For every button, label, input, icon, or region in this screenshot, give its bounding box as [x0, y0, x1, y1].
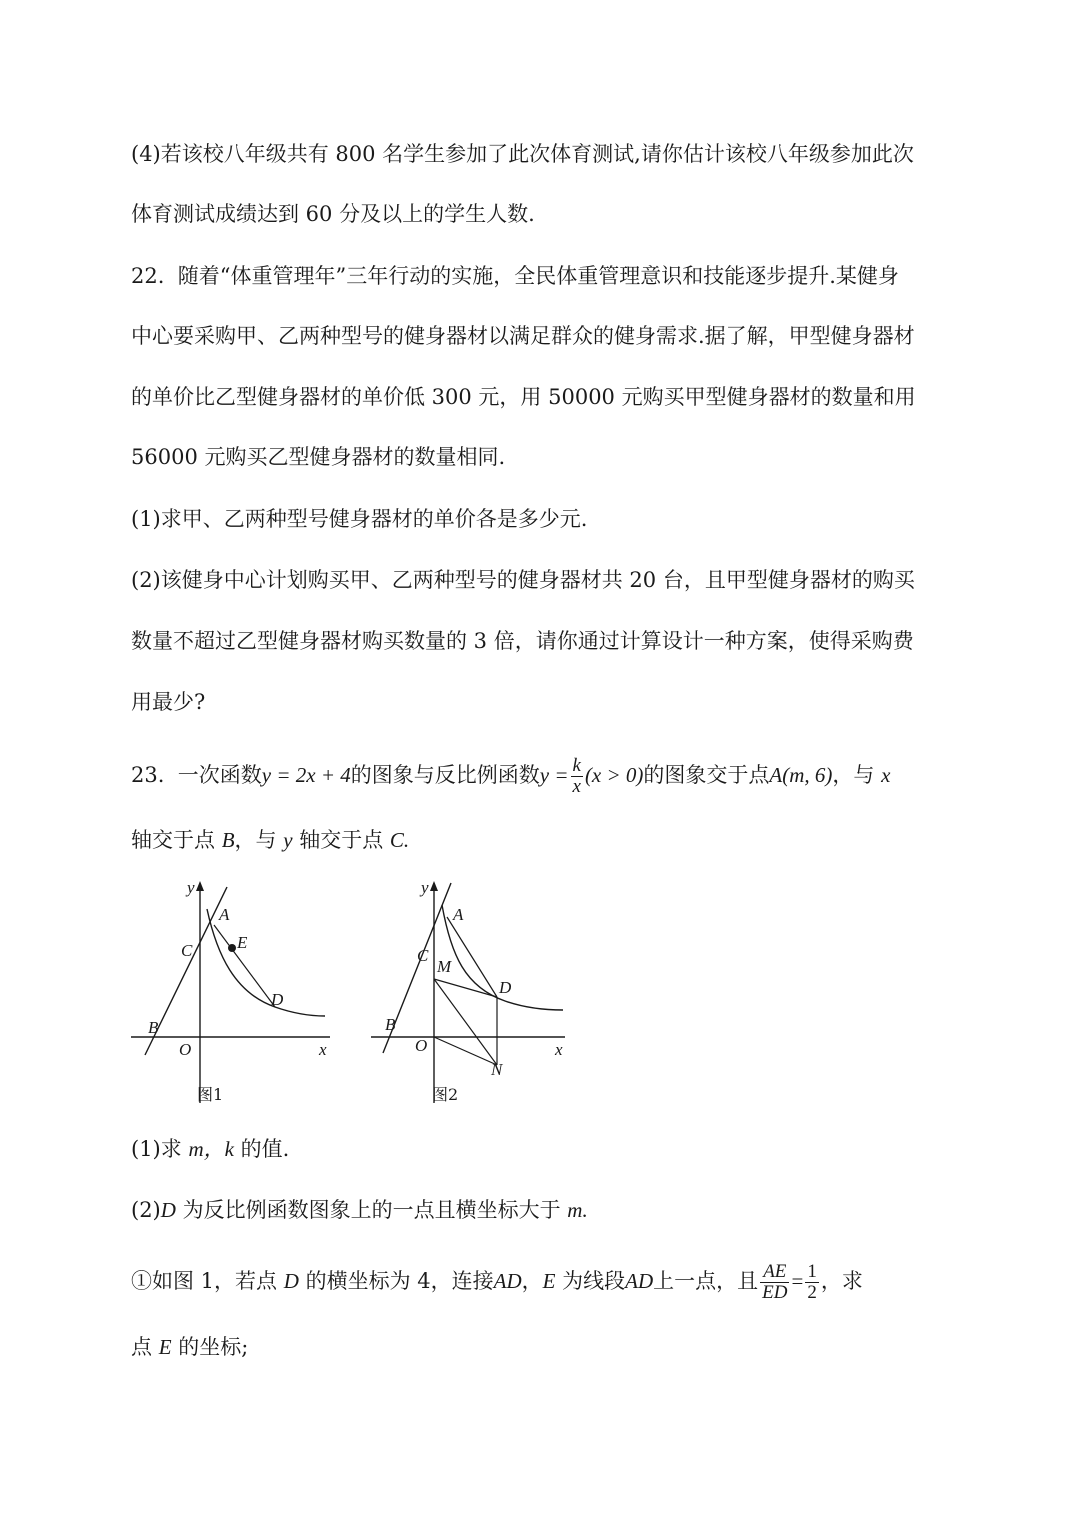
segment-on [434, 1037, 497, 1065]
k-over-x-fraction: $\frac{k}{x}$ [572, 755, 581, 797]
fig1-label-o: O [179, 1040, 192, 1059]
q23-number: 23. [131, 763, 165, 787]
q22-part2-line1: (2)该健身中心计划购买甲、乙两种型号的健身器材共 20 台，且甲型健身器材的购买 [131, 568, 915, 592]
fig2-label-c: C [417, 946, 429, 965]
fig2-label-a: A [453, 905, 464, 924]
fig2-caption: 图2 [432, 1085, 459, 1104]
fig2-label-b: B [385, 1015, 396, 1034]
fig2-label-x: x [555, 1040, 563, 1059]
hyperbola-curve [207, 909, 325, 1016]
q22-line1: 22. 随着“体重管理年”三年行动的实施，全民体重管理意识和技能逐步提升.某健身 [131, 264, 899, 288]
y-axis-arrow [196, 881, 204, 891]
y-axis-arrow [430, 881, 438, 891]
fig2-label-d: D [499, 978, 512, 997]
fig1-label-a: A [219, 905, 230, 924]
point-a: A(m, 6) [769, 763, 833, 787]
fig2-label-o: O [415, 1036, 428, 1055]
point-e-dot [228, 944, 236, 952]
fig1-label-e: E [237, 933, 248, 952]
fig1-label-b: B [148, 1018, 159, 1037]
ae-ed-fraction: $\frac{AE}{ED}$ [762, 1261, 788, 1303]
fig2-label-y: y [421, 878, 429, 897]
q23-line2: 轴交于点 B，与 y 轴交于点 C. [131, 828, 410, 852]
linear-function: y = 2x + 4 [261, 763, 351, 787]
q23-part2: (2)D 为反比例函数图象上的一点且横坐标大于 m. [131, 1198, 588, 1222]
q23-line1: 23. 一次函数y = 2x + 4的图象与反比例函数y = $\frac{k}{x}$ (x > 0)的图象交于点A(m, 6)，与 x [131, 755, 891, 797]
fig1-label-d: D [271, 990, 284, 1009]
q22-part1: (1)求甲、乙两种型号健身器材的单价各是多少元. [131, 507, 588, 531]
fig2-label-n: N [491, 1060, 503, 1079]
fig1-label-c: C [181, 941, 193, 960]
q22-line2: 中心要采购甲、乙两种型号的健身器材以满足群众的健身需求.据了解，甲型健身器材 [131, 324, 915, 348]
q23-sub1-line2: 点 E 的坐标; [131, 1335, 249, 1359]
one-half-fraction: $\frac{1}{2}$ [807, 1261, 817, 1303]
q22-part2-line2: 数量不超过乙型健身器材购买数量的 3 倍，请你通过计算设计一种方案，使得采购费 [131, 629, 914, 653]
q22-line3: 的单价比乙型健身器材的单价低 300 元，用 50000 元购买甲型健身器材的数量和用 [131, 385, 916, 409]
fig1-label-y: y [187, 878, 195, 897]
figure-1 [125, 875, 345, 1110]
q23-sub1-line1: ①如图 1，若点 D 的横坐标为 4，连接AD，E 为线段AD上一点，且 $\frac{AE}{ED}$ = $\frac{1}{2}$ ，求 [131, 1261, 863, 1303]
q23-part1: (1)求 m，k 的值. [131, 1137, 290, 1161]
q21-part4-line2: 体育测试成绩达到 60 分及以上的学生人数. [131, 202, 535, 226]
fig1-label-x: x [319, 1040, 327, 1059]
q22-line4: 56000 元购买乙型健身器材的数量相同. [131, 445, 506, 469]
figure-2 [365, 875, 580, 1110]
fig1-caption: 图1 [197, 1085, 224, 1104]
fig2-label-m: M [437, 957, 452, 976]
q22-part2-line3: 用最少? [131, 690, 206, 714]
q21-part4-line1: (4)若该校八年级共有 800 名学生参加了此次体育测试,请你估计该校八年级参加此次 [131, 142, 914, 166]
